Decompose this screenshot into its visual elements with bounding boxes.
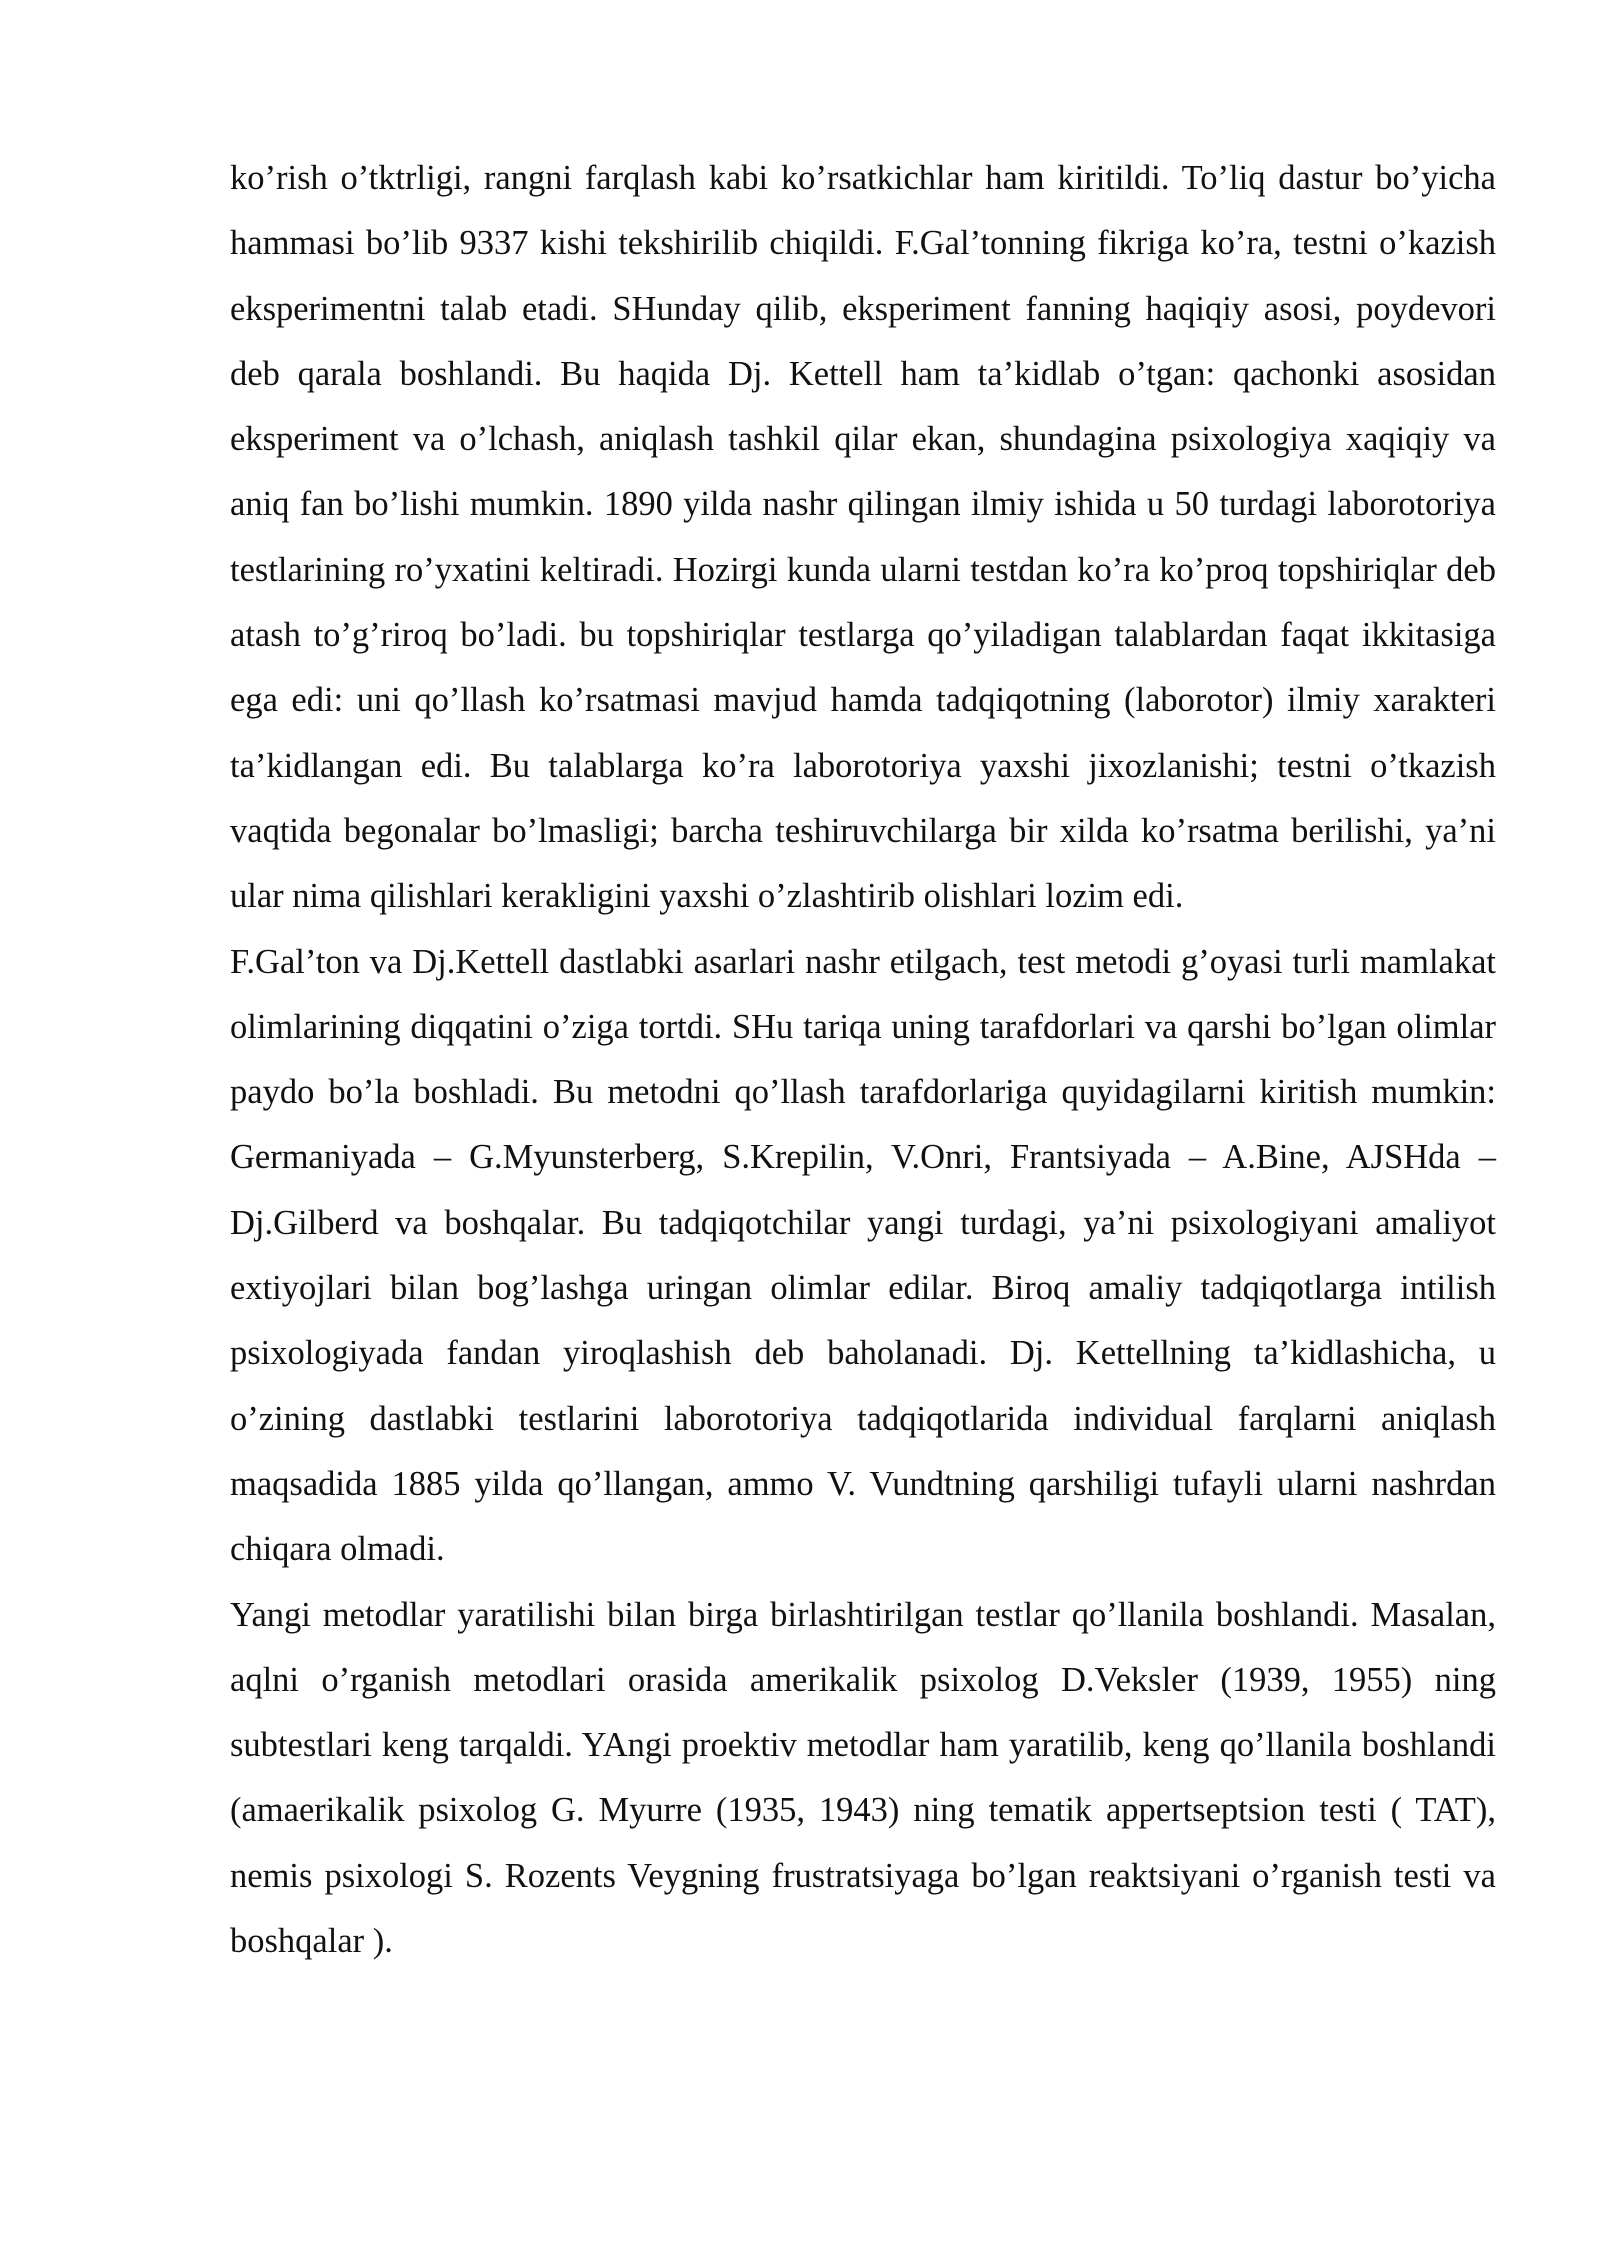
paragraph-1: ko’rish o’tktrligi, rangni farqlash kabi ko’rsatkichlar ham kiritildi. To’liq dastur bo’yicha hammasi bo’lib 9337 kishi tekshirilib chiqildi. F.Gal’tonning fikriga ko’ra, testni o’kazish eksperimentni talab etadi. SHunday qilib, eksperiment fanning haqiqiy asosi, poydevori deb qarala boshlandi. Bu haqida Dj. Kettell ham ta’kidlab o’tgan: qachonki asosidan eksperiment va o’lchash, aniqlash tashkil qilar ekan, shundagina psixologiya xaqiqiy va aniq fan bo’lishi mumkin. 1890 yilda nashr qilingan ilmiy ishida u 50 turdagi laborotoriya testlarining ro’yxatini keltiradi. Hozirgi kunda ularni testdan ko’ra ko’proq topshiriqlar deb atash to’g’riroq bo’ladi. bu topshiriqlar testlarga qo’yiladigan talablardan faqat ikkitasiga ega edi: uni qo’llash ko’rsatmasi mavjud hamda tadqiqotning (laborotor) ilmiy xarakteri ta’kidlangan edi. Bu talablarga ko’ra laborotoriya yaxshi jixozlanishi; testni o’tkazish vaqtida begonalar bo’lmasligi; barcha teshiruvchilarga bir xilda ko’rsatma berilishi, ya’ni ular nima qilishlari kerakligini yaxshi o’zlashtirib olishlari lozim edi.	[230, 159, 1496, 916]
paragraph-3: Yangi metodlar yaratilishi bilan birga birlashtirilgan testlar qo’llanila boshlandi. Masalan, aqlni o’rganish metodlari orasida amerikalik psixolog D.Veksler (1939, 1955) ning subtestlari keng tarqaldi. YAngi proektiv metodlar ham yaratilib, keng qo’llanila boshlandi (amaerikalik psixolog G. Myurre (1935, 1943) ning tematik appertseptsion testi ( TAT), nemis psixologi S. Rozents Veygning frustratsiyaga bo’lgan reaktsiyani o’rganish testi va boshqalar ).	[230, 1595, 1496, 1961]
document-body	[230, 146, 1496, 1974]
paragraph-2: F.Gal’ton va Dj.Kettell dastlabki asarlari nashr etilgach, test metodi g’oyasi turli mamlakat olimlarining diqqatini o’ziga tortdi. SHu tariqa uning tarafdorlari va qarshi bo’lgan olimlar paydo bo’la boshladi. Bu metodni qo’llash tarafdorlariga quyidagilarni kiritish mumkin: Germaniyada – G.Myunsterberg, S.Krepilin, V.Onri, Frantsiyada – A.Bine, AJSHda – Dj.Gilberd va boshqalar. Bu tadqiqotchilar yangi turdagi, ya’ni psixologiyani amaliyot extiyojlari bilan bog’lashga uringan olimlar edilar. Biroq amaliy tadqiqotlarga intilish psixologiyada fandan yiroqlashish deb baholanadi. Dj. Kettellning ta’kidlashicha, u o’zining dastlabki testlarini laborotoriya tadqiqotlarida individual farqlarni aniqlash maqsadida 1885 yilda qo’llangan, ammo V. Vundtning qarshiligi tufayli ularni nashrdan chiqara olmadi.	[230, 942, 1496, 1569]
